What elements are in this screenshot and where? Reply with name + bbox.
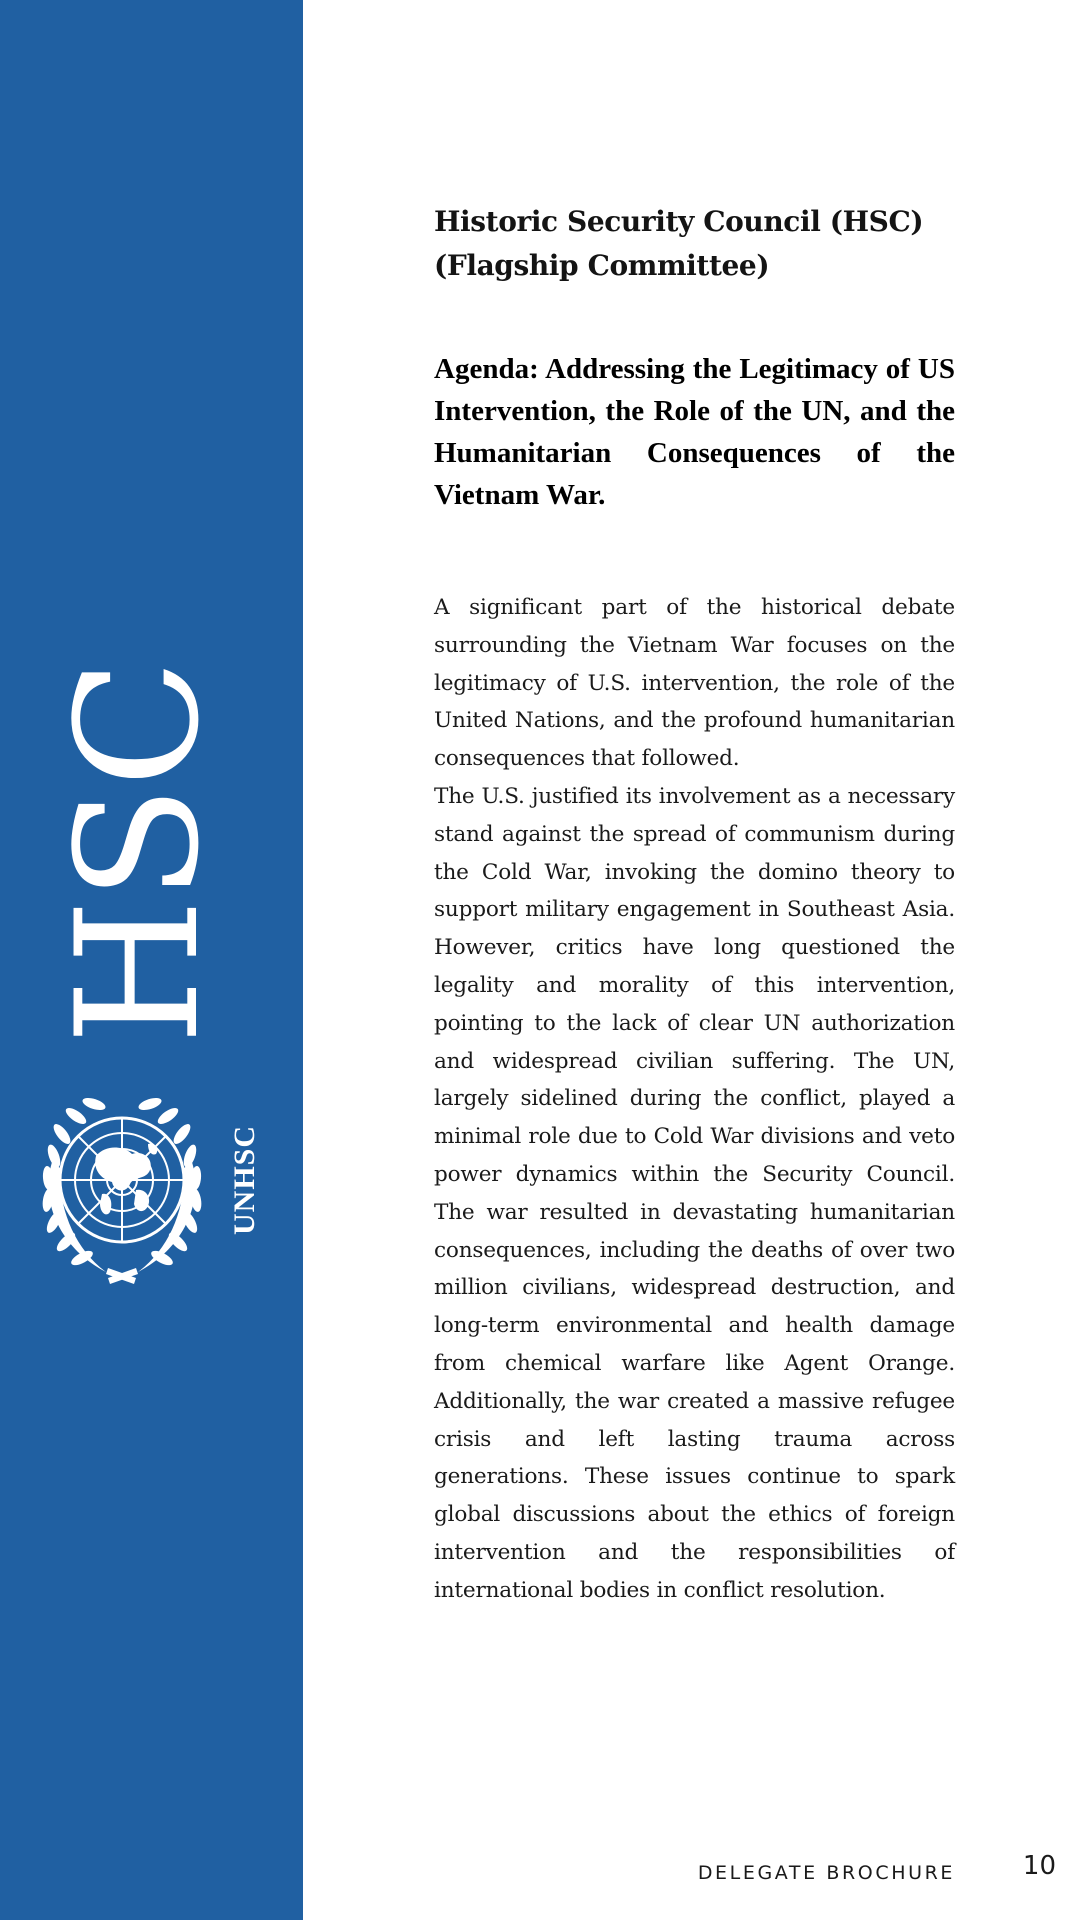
footer-label: DELEGATE BROCHURE bbox=[697, 1862, 955, 1884]
un-emblem-icon bbox=[36, 1072, 208, 1288]
sidebar-subtitle: UNHSC bbox=[228, 1124, 261, 1236]
body-paragraph-main: The U.S. justified its involvement as a necessary stand against the spread of communism during the Cold War, invoking the domino theory to support military engagement in Southeast Asia. However, critics have long questioned the legality and morality of this intervention, pointing to the lack of clear UN authorization and widespread civilian suffering. The UN, largely sidelined during the conflict, played a minimal role due to Cold War divisions and veto power dynamics within the Security Council. The war resulted in devastating humanitarian consequences, including the deaths of over two million civilians, widespread destruction, and long-term environmental and health damage from chemical warfare like Agent Orange. Additionally, the war created a massive refugee crisis and left lasting trauma across generations. These issues continue to spark global discussions about the ethics of foreign intervention and the responsibilities of international bodies in conflict resolution. bbox=[434, 783, 955, 1603]
body-paragraph bbox=[434, 589, 955, 1610]
page-number: 10 bbox=[1022, 1851, 1056, 1881]
sidebar-panel bbox=[0, 0, 303, 1920]
sidebar-title: HSC bbox=[40, 660, 236, 1046]
agenda-heading: Agenda: Addressing the Legitimacy of US Intervention, the Role of the UN, and the Humanitarian Consequences of the Vietnam War. bbox=[434, 353, 955, 511]
committee-heading bbox=[434, 200, 955, 288]
committee-name: Historic Security Council (HSC) bbox=[434, 205, 924, 238]
body-paragraph-intro: A significant part of the historical debate surrounding the Vietnam War focuses on the legitimacy of U.S. intervention, the role of the United Nations, and the profound humanitarian consequences that followed. bbox=[434, 595, 955, 772]
committee-designation: (Flagship Committee) bbox=[434, 249, 770, 282]
